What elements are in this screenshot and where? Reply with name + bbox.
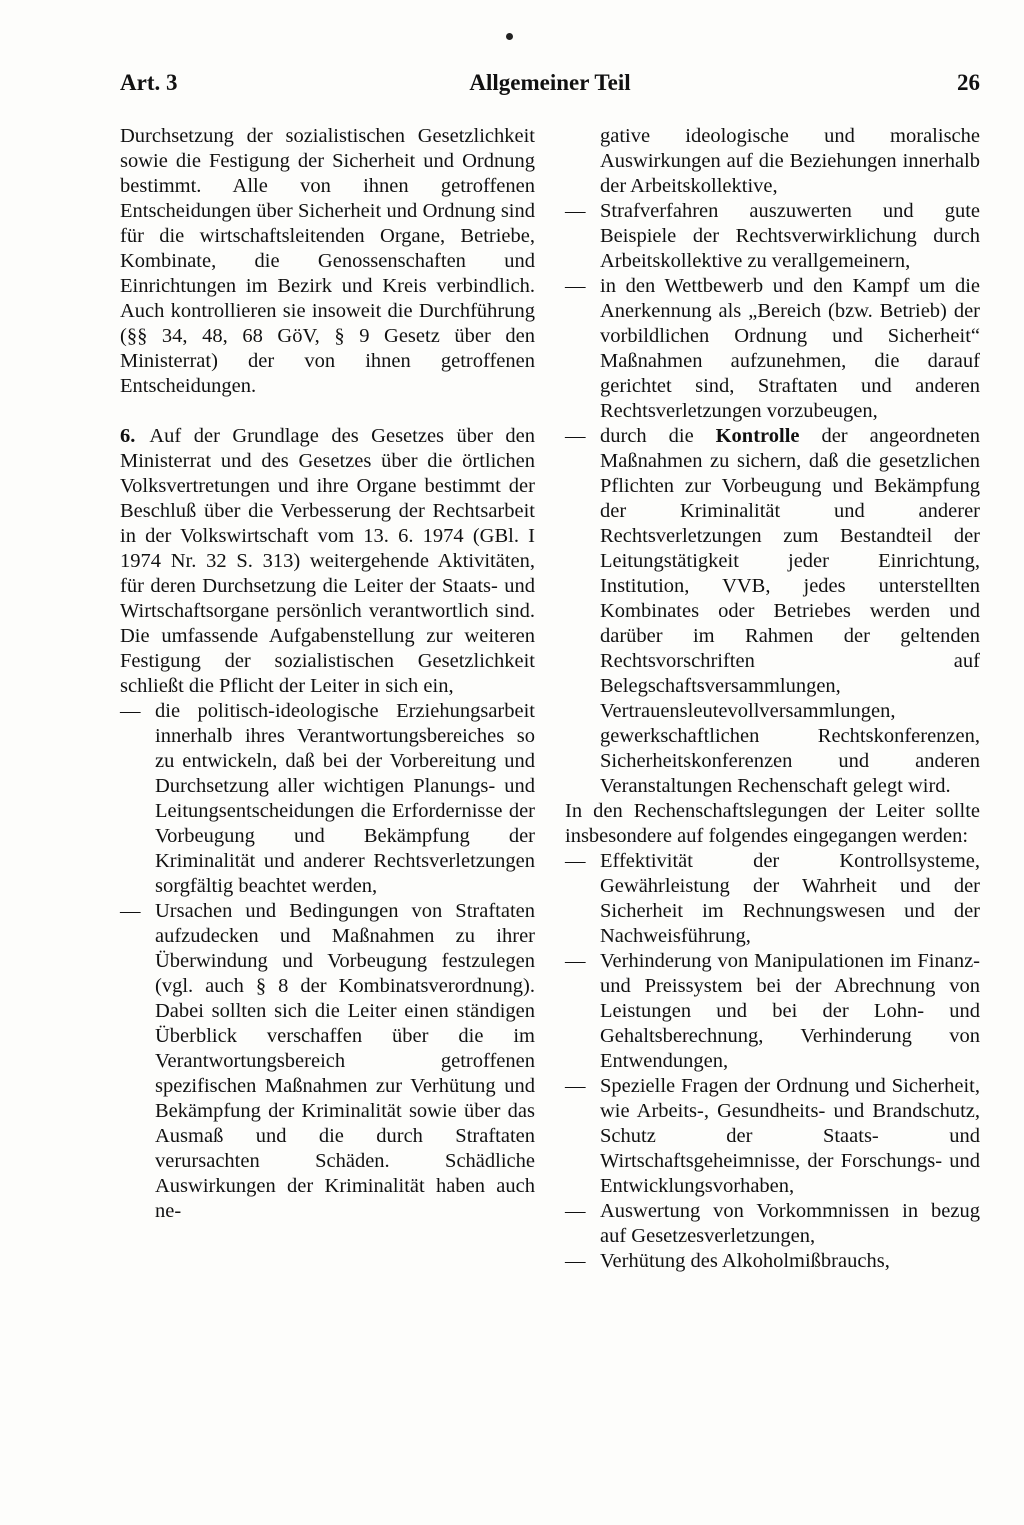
dash-bullet: — (565, 275, 586, 297)
list-item-text: durch die (600, 425, 716, 447)
dash-bullet: — (120, 700, 141, 722)
dash-bullet: — (565, 850, 586, 872)
list-item-text: Auswertung von Vorkommnissen in bezug auf Gesetzesverletzungen, (600, 1200, 980, 1247)
section-number: 6. (120, 425, 136, 447)
page-dot-mark (506, 33, 513, 40)
list-item (565, 849, 980, 949)
right-column (565, 124, 980, 1274)
article-label: Art. 3 (120, 70, 178, 95)
section-title: Allgemeiner Teil (469, 70, 631, 95)
list-item (565, 949, 980, 1074)
page-header (120, 70, 980, 106)
dash-bullet: — (120, 900, 141, 922)
list-item (120, 899, 535, 1224)
dash-bullet: — (565, 950, 586, 972)
list-item-kontrolle (565, 424, 980, 799)
list-item-text: der angeordneten Maßnahmen zu sichern, daß die gesetzlichen Pflichten zur Vorbeugung und Bekämpfung der Kriminalität und anderer Rechtsverletzungen zum Bestandteil der Leitungstätigkeit jeder Einrichtung, Institution, VVB, jedes unterstellten Kombinates oder Betriebes werden und darüber im Rahmen der geltenden Rechtsvorschriften auf Belegschaftsversammlungen, Vertrauensleutevollversammlungen, gewerkschaftlichen Rechtskonferenzen, Sicherheitskonferenzen und anderen Veranstaltungen Rechenschaft gelegt wird. (600, 425, 980, 797)
list-item-text: Effektivität der Kontrollsysteme, Gewährleistung der Wahrheit und der Sicherheit im Rechnungswesen und der Nachweisführung, (600, 850, 980, 947)
left-column (120, 124, 535, 1224)
list-item (565, 1249, 980, 1274)
page-number: 26 (957, 70, 980, 95)
dash-bullet: — (565, 1075, 586, 1097)
section-6-paragraph (120, 424, 535, 699)
list-item-text: Verhinderung von Manipulationen im Finanz- und Preissystem bei der Abrechnung von Leistungen und bei der Lohn- und Gehaltsberechnung, Verhinderung von Entwendungen, (600, 950, 980, 1072)
list-item-text: gative ideologische und moralische Auswirkungen auf die Beziehungen innerhalb der Arbeitskollektive, (600, 125, 980, 197)
list-item (120, 699, 535, 899)
dash-bullet: — (565, 425, 586, 447)
list-item-text: Spezielle Fragen der Ordnung und Sicherheit, wie Arbeits-, Gesundheits- und Brandschutz, Schutz der Staats- und Wirtschaftsgeheimnisse, der Forschungs- und Entwicklungsvorhaben, (600, 1075, 980, 1197)
list-item (565, 1074, 980, 1199)
list-item-continuation (565, 124, 980, 199)
emphasis-kontrolle: Kontrolle (715, 425, 800, 447)
rechenschaft-paragraph: In den Rechenschaftslegungen der Leiter sollte insbesondere auf folgendes eingegangen werden: (565, 800, 980, 847)
list-item (565, 1199, 980, 1249)
list-item (565, 274, 980, 424)
list-item (565, 199, 980, 274)
list-item-text: die politisch-ideologische Erziehungsarbeit innerhalb ihres Verantwortungsbereiches so zu entwickeln, daß bei der Vorbereitung und Durchsetzung aller wichtigen Planungs- und Leitungsentscheidungen die Erfordernisse der Vorbeugung und Bekämpfung der Kriminalität und anderer Rechtsverletzungen sorgfältig beachtet werden, (155, 700, 535, 897)
intro-paragraph: Durchsetzung der sozialistischen Gesetzlichkeit sowie die Festigung der Sicherheit und Ordnung bestimmt. Alle von ihnen getroffenen Entscheidungen über Sicherheit und Ordnung sind für die wirtschaftsleitenden Organe, Betriebe, Kombinate, die Genossenschaften und Einrichtungen im Bezirk und Kreis verbindlich. Auch kontrollieren sie insoweit die Durchführung (§§ 34, 48, 68 GöV, § 9 Gesetz über den Ministerrat) der von ihnen getroffenen Entscheidungen. (120, 125, 535, 397)
dash-bullet: — (565, 1200, 586, 1222)
list-item-text: in den Wettbewerb und den Kampf um die Anerkennung als „Bereich (bzw. Betrieb) der vorbildlichen Ordnung und Sicherheit“ Maßnahmen aufzunehmen, die darauf gerichtet sind, Straftaten und anderen Rechtsverletzungen vorzubeugen, (600, 275, 980, 422)
list-item-text: Ursachen und Bedingungen von Straftaten aufzudecken und Maßnahmen zu ihrer Überwindung und Vorbeugung festzulegen (vgl. auch § 8 der Kombinatsverordnung). Dabei sollten sich die Leiter einen ständigen Überblick verschaffen über die im Verantwortungsbereich getroffenen spezifischen Maßnahmen zur Verhütung und Bekämpfung der Kriminalität sowie über das Ausmaß und die durch Straftaten verursachten Schäden. Schädliche Auswirkungen der Kriminalität haben auch ne- (155, 900, 535, 1222)
list-item-text: Verhütung des Alkoholmißbrauchs, (600, 1250, 890, 1272)
list-item-text: Strafverfahren auszuwerten und gute Beispiele der Rechtsverwirklichung durch Arbeitskollektive zu verallgemeinern, (600, 200, 980, 272)
dash-bullet: — (565, 200, 586, 222)
section-6-text: Auf der Grundlage des Gesetzes über den Ministerrat und des Gesetzes über die örtlichen Volksvertretungen und ihre Organe bestimmt der Beschluß über die Verbesserung der Rechtsarbeit in der Volkswirtschaft vom 13. 6. 1974 (GBl. I 1974 Nr. 32 S. 313) weitergehende Aktivitäten, für deren Durchsetzung die Leiter der Staats- und Wirtschaftsorgane persönlich verantwortlich sind. Die umfassende Aufgabenstellung zur weiteren Festigung der sozialistischen Gesetzlichkeit schließt die Pflicht der Leiter in sich ein, (120, 425, 535, 697)
dash-bullet: — (565, 1250, 586, 1272)
